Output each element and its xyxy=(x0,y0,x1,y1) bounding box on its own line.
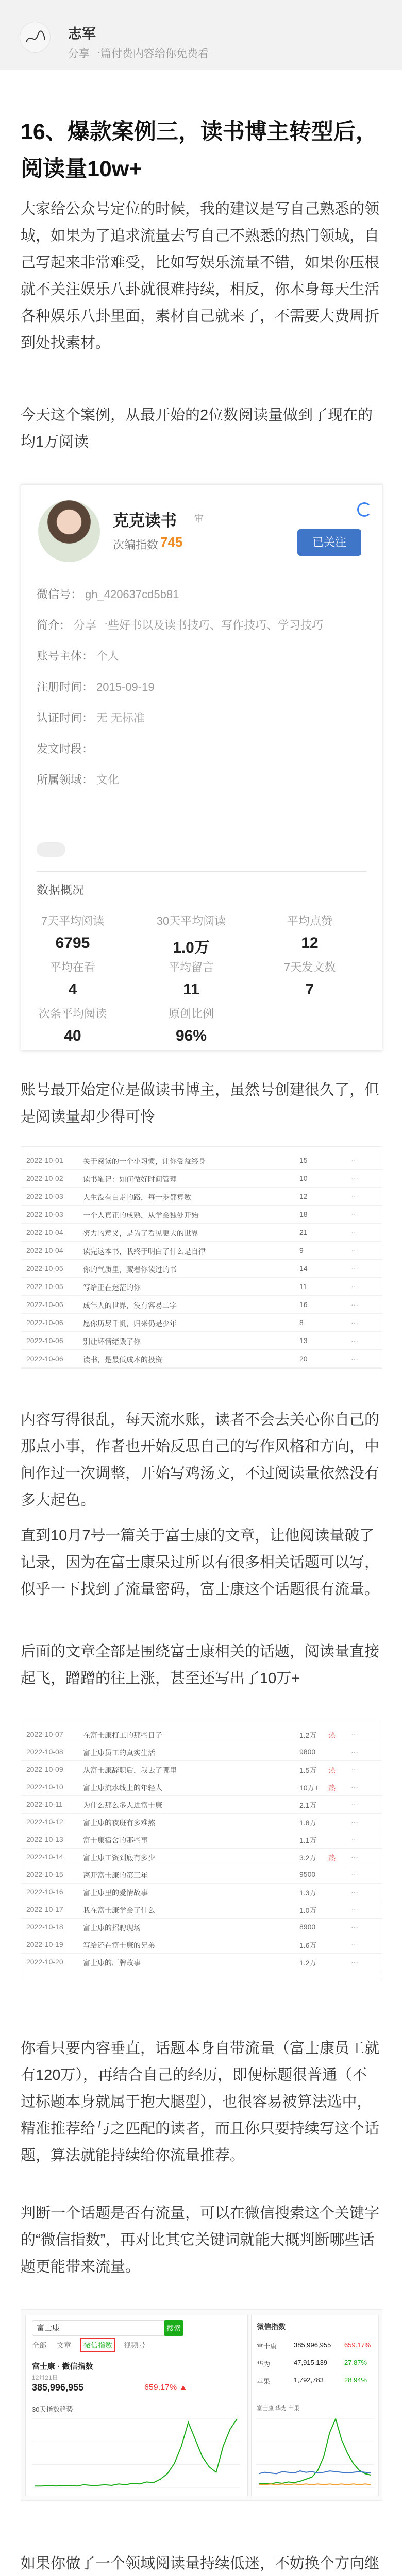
article-list-table-early xyxy=(21,1146,382,1369)
row-title: 努力的意义，是为了看见更大的世界 xyxy=(83,1229,198,1238)
author-header xyxy=(0,0,402,70)
row-more-icon[interactable]: ··· xyxy=(351,1958,358,1966)
row-more-icon[interactable]: ··· xyxy=(351,1228,358,1236)
refresh-icon[interactable] xyxy=(357,502,372,517)
trend-chart-left xyxy=(32,2416,240,2490)
row-more-icon[interactable]: ··· xyxy=(351,1870,358,1878)
row-hot-flag: 热 xyxy=(328,1854,336,1862)
stat-30day-read: 30天平均阅读 1.0万 xyxy=(156,914,226,956)
row-date: 2022-10-06 xyxy=(26,1354,63,1363)
row-title: 写给还在富士康的兄弟 xyxy=(83,1941,155,1950)
article-paragraph: 如果你做了一个领域阅读量持续低迷，不妨换个方向继 xyxy=(21,2555,380,2572)
row-title: 从富士康辞职后，我去了哪里 xyxy=(83,1766,177,1774)
row-read-count: 8 xyxy=(299,1318,304,1327)
row-read-count: 1.2万 xyxy=(299,1731,317,1739)
row-read-count: 1.2万 xyxy=(299,1959,317,1967)
table-row[interactable] xyxy=(21,1813,382,1831)
row-read-count: 1.6万 xyxy=(299,1941,317,1950)
article-paragraph: 判断一个话题是否有流量，可以在微信搜索这个关键字的“微信指数”，再对比其它关键词就能大概判断哪些话题更能带来流量。 xyxy=(21,2205,380,2275)
row-read-count: 1.3万 xyxy=(299,1889,317,1897)
row-date: 2022-10-03 xyxy=(26,1192,63,1200)
stat-avg-comment: 平均留言 11 xyxy=(168,961,214,998)
table-row[interactable] xyxy=(21,1848,382,1866)
article-paragraph: 后面的文章全部是围绕富士康相关的话题，阅读量直接起飞，蹭蹭的往上涨，甚至还写出了10万+ xyxy=(21,1643,380,1687)
row-title: 读书，是最低成本的投资 xyxy=(83,1355,162,1364)
row-title: 富士康工资到底有多少 xyxy=(83,1854,155,1862)
row-date: 2022-10-08 xyxy=(26,1748,63,1756)
row-more-icon[interactable]: ··· xyxy=(351,1300,358,1309)
row-read-count: 14 xyxy=(299,1264,308,1273)
stat-7day-posts: 7天发文数 7 xyxy=(283,961,336,998)
article-paragraph: 直到10月7号一篇关于富士康的文章，让他阅读量破了记录，因为在富士康呆过所以有很多相关话题可以写，似乎一下找到了流量密码，富士康这个话题很有流量。 xyxy=(21,1528,380,1598)
table-row[interactable] xyxy=(21,1901,382,1919)
table-row[interactable] xyxy=(21,1169,382,1188)
row-more-icon[interactable]: ··· xyxy=(351,1730,358,1738)
row-more-icon[interactable]: ··· xyxy=(351,1940,358,1948)
row-title: 人生没有白走的路，每一步都算数 xyxy=(83,1193,191,1201)
row-date: 2022-10-15 xyxy=(26,1870,63,1878)
row-date: 2022-10-12 xyxy=(26,1818,63,1826)
row-read-count: 3.2万 xyxy=(299,1854,317,1862)
row-more-icon[interactable]: ··· xyxy=(351,1282,358,1291)
row-date: 2022-10-05 xyxy=(26,1264,63,1273)
signature-logo-icon xyxy=(20,22,50,52)
row-read-count: 1.0万 xyxy=(299,1906,317,1914)
row-title: 一个人真正的成熟，从学会独处开始 xyxy=(83,1211,198,1219)
trend-chart-title: 30天指数趋势 xyxy=(32,2405,73,2413)
row-title: 为什么那么多人进富士康 xyxy=(83,1801,162,1809)
table-row[interactable] xyxy=(21,1883,382,1901)
row-hot-flag: 热 xyxy=(328,1784,336,1792)
row-date: 2022-10-06 xyxy=(26,1300,63,1309)
info-owner: 账号主体： 个人 xyxy=(37,650,120,663)
row-title: 在富士康打工的那些日子 xyxy=(83,1731,162,1739)
row-date: 2022-10-20 xyxy=(26,1958,63,1966)
table-row[interactable] xyxy=(21,1349,382,1368)
search-button[interactable]: 搜索 xyxy=(164,2320,183,2336)
keyword-title: 富士康 · 微信指数 xyxy=(32,2362,93,2371)
table-row[interactable] xyxy=(21,1778,382,1796)
row-read-count: 15 xyxy=(299,1156,308,1164)
row-more-icon[interactable]: ··· xyxy=(351,1783,358,1791)
row-more-icon[interactable]: ··· xyxy=(351,1765,358,1773)
row-read-count: 8900 xyxy=(299,1923,316,1931)
row-read-count: 9800 xyxy=(299,1748,316,1756)
data-overview-title: 数据概况 xyxy=(37,883,84,896)
table-row[interactable] xyxy=(21,1918,382,1936)
follow-button[interactable]: 已关注 xyxy=(297,529,361,556)
row-date: 2022-10-13 xyxy=(26,1835,63,1843)
info-intro: 简介： 分享一些好书以及读书技巧、写作技巧、学习技巧 xyxy=(37,619,324,632)
table-row[interactable] xyxy=(21,1866,382,1884)
article-list-table-later xyxy=(21,1721,382,1979)
table-row[interactable] xyxy=(21,1259,382,1278)
row-read-count: 2.1万 xyxy=(299,1801,317,1809)
info-wechat-id: 微信号： gh_420637cd5b81 xyxy=(37,588,179,601)
info-register-date: 注册时间： 2015-09-19 xyxy=(37,681,155,693)
stat-avg-like: 平均点赞 12 xyxy=(287,914,332,952)
keyword-index-change: 659.17% ▲ xyxy=(144,2383,188,2392)
row-more-icon[interactable]: ··· xyxy=(351,1748,358,1756)
row-title: 我在富士康学会了什么 xyxy=(83,1906,155,1914)
article-paragraph: 账号最开始定位是做读书博主，虽然号创建很久了，但是阅读量却少得可怜 xyxy=(21,1082,380,1125)
table-row[interactable] xyxy=(21,1187,382,1206)
row-title: 富士康的厂牌故事 xyxy=(83,1959,141,1967)
author-name[interactable]: 志军 xyxy=(68,26,96,42)
keyword-index-value: 385,996,955 xyxy=(32,2382,84,2393)
chart-legend: 富士康 华为 苹果 xyxy=(257,2405,300,2412)
tab-wechat-index[interactable]: 微信指数 xyxy=(80,2338,115,2352)
table-row[interactable] xyxy=(21,1831,382,1849)
row-title: 别让坏情绪毁了你 xyxy=(83,1337,141,1346)
row-date: 2022-10-06 xyxy=(26,1336,63,1345)
expand-toggle[interactable] xyxy=(37,842,65,857)
row-title: 离开富士康的第三年 xyxy=(83,1871,148,1879)
info-post-time: 发文时段： xyxy=(37,742,94,755)
row-read-count: 10 xyxy=(299,1174,308,1182)
divider xyxy=(37,871,366,872)
row-more-icon[interactable]: ··· xyxy=(351,1336,358,1345)
account-badge: 审 xyxy=(194,514,204,524)
article-paragraph: 大家给公众号定位的时候，我的建议是写自己熟悉的领域，如果为了追求流量去写自己不熟悉的热门领域，自己写起来非常难受，比如写娱乐流量不错，如果你压根就不关注娱乐八卦就很难持续，相反，你本身每天生活各种娱乐八卦里面，素材自己就来了，不需要大费周折到处找素材。 xyxy=(21,201,380,351)
account-name: 克克读书 xyxy=(113,512,177,530)
info-category: 所属领域： 文化 xyxy=(37,773,120,786)
row-read-count: 1.8万 xyxy=(299,1819,317,1827)
row-title: 读书笔记：如何做好时间管理 xyxy=(83,1175,177,1183)
table-row[interactable] xyxy=(21,1223,382,1242)
row-hot-flag: 热 xyxy=(328,1766,336,1774)
compare-title: 微信指数 xyxy=(257,2323,286,2331)
stat-original-ratio: 原创比例 96% xyxy=(168,1007,214,1044)
row-date: 2022-10-19 xyxy=(26,1940,63,1948)
table-row[interactable] xyxy=(21,1725,382,1743)
tab-channels[interactable]: 视频号 xyxy=(124,2341,145,2349)
row-date: 2022-10-03 xyxy=(26,1210,63,1218)
row-hot-flag: 热 xyxy=(328,1731,336,1739)
table-row[interactable] xyxy=(21,1331,382,1350)
row-title: 富士康宿舍的那些事 xyxy=(83,1836,148,1844)
row-date: 2022-10-04 xyxy=(26,1228,63,1236)
row-more-icon[interactable]: ··· xyxy=(351,1905,358,1913)
row-read-count: 16 xyxy=(299,1300,308,1309)
row-title: 读完这本书，我终于明白了什么是自律 xyxy=(83,1247,206,1256)
wechat-index-left-panel xyxy=(25,2315,248,2496)
row-date: 2022-10-01 xyxy=(26,1156,63,1164)
row-date: 2022-10-10 xyxy=(26,1783,63,1791)
table-row[interactable] xyxy=(21,1936,382,1954)
wechat-index-screenshot xyxy=(21,2309,382,2501)
row-more-icon[interactable]: ··· xyxy=(351,1923,358,1931)
row-more-icon[interactable]: ··· xyxy=(351,1174,358,1182)
row-more-icon[interactable]: ··· xyxy=(351,1888,358,1896)
info-verify: 认证时间： 无 无标准 xyxy=(37,711,145,724)
row-date: 2022-10-05 xyxy=(26,1282,63,1291)
row-title: 愿你历尽千帆，归来仍是少年 xyxy=(83,1319,177,1328)
account-profile-card xyxy=(21,484,382,1051)
row-more-icon[interactable]: ··· xyxy=(351,1264,358,1273)
index-value: 745 xyxy=(160,534,183,550)
table-row[interactable] xyxy=(21,1313,382,1332)
row-date: 2022-10-18 xyxy=(26,1923,63,1931)
row-read-count: 13 xyxy=(299,1336,308,1345)
row-read-count: 1.5万 xyxy=(299,1766,317,1774)
row-title: 富士康里的爱情故事 xyxy=(83,1889,148,1897)
wechat-index-right-panel: 微信指数 富士康 385,996,955 659.17% 华为 47,915,139 27.87% 苹果 1,792,783 28.94% 富士康 华为 苹果 xyxy=(251,2315,379,2496)
row-read-count: 21 xyxy=(299,1228,308,1236)
article-title: 16、爆款案例三，读书博主转型后，阅读量10w+ xyxy=(21,120,378,181)
row-more-icon[interactable]: ··· xyxy=(351,1818,358,1826)
row-date: 2022-10-16 xyxy=(26,1888,63,1896)
row-date: 2022-10-17 xyxy=(26,1905,63,1913)
row-more-icon[interactable]: ··· xyxy=(351,1192,358,1200)
row-title: 写给正在迷茫的你 xyxy=(83,1283,141,1292)
row-read-count: 20 xyxy=(299,1354,308,1363)
article-paragraph: 你看只要内容垂直，话题本身自带流量（富士康员工就有120万），再结合自己的经历，即便标题很普通（不过标题本身就属于抱大腿型），也很容易被算法选中，精准推荐给与之匹配的读者，而且你只要持续写这个话题，算法就能持续给你流量推荐。 xyxy=(21,2040,380,2164)
row-date: 2022-10-02 xyxy=(26,1174,63,1182)
row-read-count: 11 xyxy=(299,1282,307,1291)
series-line-富士康 xyxy=(35,2419,237,2486)
trend-chart-right xyxy=(256,2416,374,2490)
row-title: 成年人的世界，没有容易二字 xyxy=(83,1301,177,1310)
row-more-icon[interactable]: ··· xyxy=(351,1354,358,1363)
account-avatar xyxy=(38,500,100,562)
table-row[interactable] xyxy=(21,1743,382,1761)
tab-articles[interactable]: 文章 xyxy=(57,2341,71,2349)
row-read-count: 1.1万 xyxy=(299,1836,317,1844)
row-title: 富士康的招聘现场 xyxy=(83,1924,141,1932)
stat-avg-watching: 平均在看 4 xyxy=(49,961,95,998)
row-read-count: 9 xyxy=(299,1246,304,1255)
table-row[interactable] xyxy=(21,1760,382,1778)
row-title: 富士康的夜班有多难熬 xyxy=(83,1819,155,1827)
row-more-icon[interactable]: ··· xyxy=(351,1853,358,1861)
table-row[interactable] xyxy=(21,1277,382,1296)
row-read-count: 9500 xyxy=(299,1870,316,1878)
row-more-icon[interactable]: ··· xyxy=(351,1800,358,1808)
table-row[interactable] xyxy=(21,1295,382,1314)
author-description: 分享一篇付费内容给你免费看 xyxy=(68,48,209,60)
row-more-icon[interactable]: ··· xyxy=(351,1156,358,1164)
tab-all[interactable]: 全部 xyxy=(32,2341,46,2349)
row-title: 富士康流水线上的年轻人 xyxy=(83,1784,162,1792)
row-read-count: 12 xyxy=(299,1192,308,1200)
row-date: 2022-10-09 xyxy=(26,1765,63,1773)
article-paragraph: 今天这个案例，从最开始的2位数阅读量做到了现在的均1万阅读 xyxy=(21,407,373,450)
author-avatar[interactable] xyxy=(20,22,51,53)
table-row[interactable] xyxy=(21,1151,382,1170)
row-read-count: 18 xyxy=(299,1210,308,1218)
table-row[interactable] xyxy=(21,1953,382,1971)
row-title: 关于阅读的一个小习惯，让你受益终身 xyxy=(83,1157,206,1165)
article-paragraph: 内容写得很乱，每天流水账，读者不会去关心你自己的那点小事，作者也开始反思自己的写作风格和方向，中间作过一次调整，开始写鸡汤文，不过阅读量依然没有多大起色。 xyxy=(21,1412,380,1509)
row-title: 富士康员工的真实生活 xyxy=(83,1749,155,1757)
row-date: 2022-10-07 xyxy=(26,1730,63,1738)
row-read-count: 10万+ xyxy=(299,1784,319,1792)
table-row[interactable] xyxy=(21,1241,382,1260)
row-more-icon[interactable]: ··· xyxy=(351,1246,358,1255)
table-row[interactable] xyxy=(21,1795,382,1814)
series-line-富士康 xyxy=(259,2419,371,2484)
search-input[interactable]: 富士康 xyxy=(32,2320,166,2336)
row-date: 2022-10-11 xyxy=(26,1800,63,1808)
index-label: 次编指数 xyxy=(113,538,159,551)
row-date: 2022-10-14 xyxy=(26,1853,63,1861)
table-row[interactable] xyxy=(21,1205,382,1224)
row-title: 你的气质里，藏着你读过的书 xyxy=(83,1265,177,1274)
row-date: 2022-10-04 xyxy=(26,1246,63,1255)
keyword-date: 12月21日 xyxy=(32,2374,58,2381)
row-more-icon[interactable]: ··· xyxy=(351,1210,358,1218)
row-more-icon[interactable]: ··· xyxy=(351,1318,358,1327)
row-date: 2022-10-06 xyxy=(26,1318,63,1327)
row-more-icon[interactable]: ··· xyxy=(351,1835,358,1843)
stat-7day-read: 7天平均阅读 6795 xyxy=(41,914,105,952)
stat-secondary-read: 次条平均阅读 40 xyxy=(38,1007,107,1044)
